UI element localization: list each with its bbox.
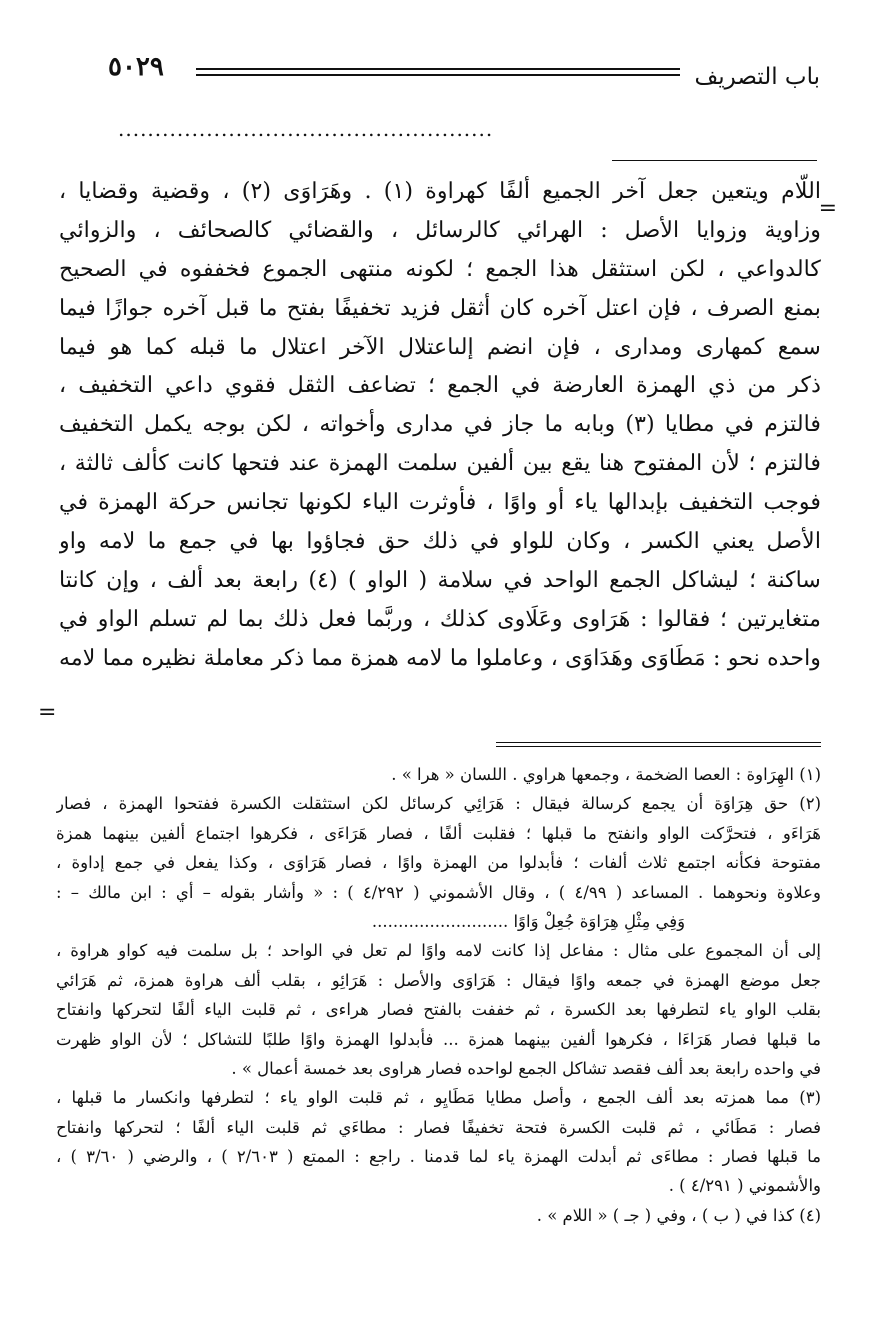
continuation-mark-end: = [38, 700, 57, 725]
page-number: ٥٠٢٩ [108, 52, 164, 82]
text-line: فوجب التخفيف بإبدالها ياء أو واوًا ، فأوثرت الياء لكونها تجانس حركة الهمزة في [59, 489, 821, 516]
footnote-line: وعلاوة ونحوهما . المساعد ( ٤/٩٩ ) ، وقال الأشموني ( ٤/٢٩٢ ) : « وأشار بقوله – أي : ابن مالك – : [56, 882, 821, 902]
footnotes [56, 760, 821, 1230]
text-line: واحده نحو : مَطَاوَى وهَدَاوَى ، وعاملوا ما لامه همزة مما ذكر معاملة نظيره مما لامه [59, 644, 821, 671]
text-line: فالتزم في مطايا (٣) وبابه ما جاز في مدارى وأخواته ، لكن بوجه يكمل التخفيف [59, 411, 821, 438]
footnote-line: ما قبلها فصار هَرَاءَا ، فكرهوا ألفين بينهما همزة ... فأبدلوا الهمزة واوًا طلبًا للتشاكل ؛ لأن الواو ظهرت [56, 1029, 821, 1049]
footnote-line: إلى أن المجموع على مثال : مفاعل إذا كانت لامه واوًا لم تعل في الواحد ؛ بل سلمت فيه كواو هراوة ، [56, 941, 821, 961]
text-line: متغايرتين ؛ فقالوا : هَرَاوى وعَلَاوى كذلك ، وربَّما فعل ذلك بما لم تسلم الواو في [59, 605, 821, 632]
footnote-line: هَرَاءَو ، فتحرَّكت الواو وانفتح ما قبلها ؛ فقلبت ألفًا ، فصار هَرَاءَى ، فكرهوا اجتماع ألفين بينهما همزة [56, 823, 821, 843]
footnote-line: (١) الهِرَاوة : العصا الضخمة ، وجمعها هراوي . اللسان « هرا » . [391, 765, 821, 784]
footnote-line: جعل موضع الهمزة في جمعه واوًا فيقال : هَرَاوَى والأصل : هَرَائِو ، بقلب ألف هراوة همزة، ثم هَرَائي [56, 970, 821, 990]
text-line: ساكنة ؛ ليشاكل الجمع الواحد في سلامة ( الواو ) (٤) رابعة بعد ألف ، وإن كانتا [59, 566, 821, 593]
footnote-line: (٤) كذا في ( ب ) ، وفي ( جـ ) « اللام » . [536, 1205, 821, 1225]
footnote-line: (٢) حق هِرَاوَة أن يجمع كرسالة فيقال : هَرَائِي كرسائل لكن استثقلت الكسرة ففتحوا الهمزة ، فصار [56, 794, 821, 814]
footnote-line: فصار : مَطَائي ، ثم قلبت الكسرة فتحة تخفيفًا فصار : مطاءَي ثم قلبت الياء ألفًا ؛ لتحركها وانفتاح [56, 1117, 821, 1137]
text-line: اللّام ويتعين جعل آخر الجميع ألفًا كهراوة (١) . وهَرَاوَى (٢) ، وقضية وقضايا ، [59, 178, 821, 204]
footnote-line: (٣) مما همزته بعد ألف الجمع ، وأصل مطايا مَطَايِو ، ثم قلبت الواو ياء ؛ لتطرفها وانكسار ما قبلها ، [56, 1088, 821, 1108]
text-line: ذكر من ذي الهمزة العارضة في الجمع ؛ تضاعف الثقل فقوي داعي التخفيف ، [59, 372, 821, 399]
main-text [59, 172, 821, 678]
footnote-rule [496, 742, 821, 747]
text-line: سمع كمهارى ومدارى ، فإن انضم إلىاعتلال الآخر اعتلال ما قبله كما هو فيما [59, 333, 821, 360]
footnote-line: في واحده رابعة بعد ألف فقصد تشاكل الجمع لواحده فصار هراوى بعد خمسة أعمال » . [231, 1058, 821, 1078]
footnote-line: والأشموني ( ٤/٢٩١ ) . [668, 1176, 821, 1196]
header-double-rule [196, 68, 680, 76]
continuation-mark-start: = [818, 196, 837, 221]
text-line: كالدواعي ، لكن استثقل هذا الجمع ؛ لكونه منتهى الجموع فخففوه في الصحيح [59, 255, 821, 282]
footnote-line: مفتوحة فكأنه اجتمع ثلاث ألفات ؛ فأبدلوا من الهمزة واوًا ، فصار هَرَاوَى ، وكذا يفعل في جمع إداوة ، [56, 853, 821, 873]
text-line: فالتزم ؛ لأن المفتوح هنا يقع بين ألفين سلمت الهمزة عند فتحها كانت كألف ثالثة ، [59, 450, 821, 477]
footnote-line: بقلب الواو ياء لتطرفها بعد الكسرة ، ثم خففت بالفتح فصار هراءى ، ثم قلبت الياء ألفًا لتحركها وانفتاح [56, 1000, 821, 1020]
text-line: الأصل يعني الكسر ، وكان للواو في ذلك حق فجاؤوا بها في جمع ما لامه واو [59, 528, 821, 555]
chapter-title: باب التصريف [694, 64, 820, 90]
text-line: وزاوية وزوايا الأصل : الهرائي كالرسائل ، والقضائي كالصحائف ، والزوائي [59, 216, 821, 243]
footnote-line: ما قبلها فصار : مطاءَى ثم أبدلت الهمزة ياء لما قدمنا . راجع : الممتع ( ٢/٦٠٣ ) ، والرضي ( ٣/٦٠ ) ، [56, 1147, 821, 1167]
text-line: بمنع الصرف ، فإن اعتل آخره كان أثقل فزيد تخفيفًا بفتح ما قبل آخره جوازًا فيما [59, 294, 821, 321]
page-header [108, 52, 820, 92]
section-rule [612, 160, 817, 161]
dotted-separator: ................................................... [118, 118, 494, 140]
footnote-verse: وَفِي مِثْلِ هِرَاوَة جُعِلْ وَاوًا .......................... [371, 911, 686, 931]
